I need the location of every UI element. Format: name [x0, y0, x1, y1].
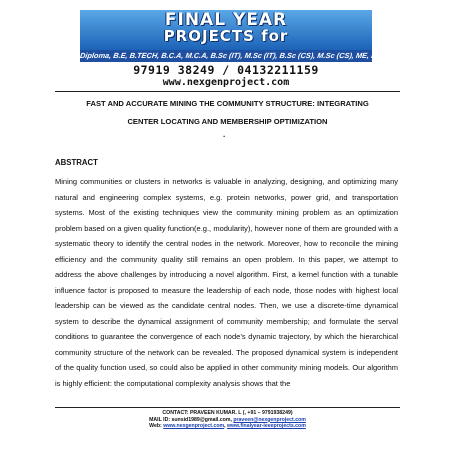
banner-course-strip	[79, 50, 435, 62]
footer-web-link-2[interactable]: www.finalyear-ieeeprojects.com	[227, 423, 306, 430]
paper-title-line-2: CENTER LOCATING AND MEMBERSHIP OPTIMIZATION	[127, 117, 328, 126]
abstract-body: Mining communities or clusters in networks is valuable in analyzing, designing, and optimizing many natural and engineering complex systems, e.g. protein networks, power grid, and transportation systems. Most of the existing techniques view the community mining problem as an optimization problem based on a given quality function(e.g., modularity), however none of them are grounded with a systematic theory to identify the central nodes in the network. Moreover, how to reconcile the mining efficiency and the community quality still remains an open problem. In this paper, we attempt to address the above challenges by introducing a novel algorithm. First, a kernel function with a tunable influence factor is proposed to measure the leadership of each node, those nodes with highest local leadership can be viewed as the candidate central nodes. Then, we use a discrete-time dynamical system to describe the dynamical assignment of community membership; and formulate the serval conditions to guarantee the convergence of each node’s dynamic trajectory, by which the hierarchical community structure of the network can be revealed. The proposed dynamical system is independent of the quality function used, so could also be applied in other community mining models. Our algorithm is highly efficient: the computational complexity analysis shows that the	[55, 177, 398, 388]
footer-web-link-1[interactable]: www.nexgenproject.com	[163, 423, 225, 430]
banner-website: www.nexgenproject.com	[162, 77, 290, 88]
footer-mail	[55, 417, 400, 424]
footer-web-separator: ,	[224, 423, 228, 430]
banner-subtitle: PROJECTS for	[163, 27, 289, 45]
paper-title-line-1: FAST AND ACCURATE MINING THE COMMUNITY STRUCTURE: INTEGRATING	[86, 99, 369, 108]
top-divider	[55, 91, 400, 92]
banner-courses: Diploma, B.E, B.TECH, B.C.A, M.C.A, B.Sc (IT), M.Sc (IT), B.Sc (CS), M.Sc (CS), ME, M.TECH, M.S, M.E	[79, 51, 435, 60]
abstract-heading: ABSTRACT	[55, 158, 98, 167]
paper-title	[55, 95, 400, 131]
advert-banner	[79, 10, 435, 90]
footer-contact: CONTACT: PRAVEEN KUMAR. L (, +91 – 9791938249)	[162, 410, 293, 416]
footer-web-label: Web:	[149, 423, 164, 430]
footer-web	[55, 423, 400, 430]
title-dot: .	[223, 130, 226, 139]
banner-phone: 97919 38249 / 04132211159	[133, 63, 319, 77]
footer-divider	[55, 407, 400, 408]
footer-mail-label: MAIL ID: sunsid1989@gmail.com,	[149, 416, 234, 423]
contact-footer	[55, 410, 400, 430]
banner-title: FINAL YEAR	[164, 10, 288, 30]
footer-mail-link[interactable]: praveen@nexgenproject.com	[233, 416, 306, 423]
